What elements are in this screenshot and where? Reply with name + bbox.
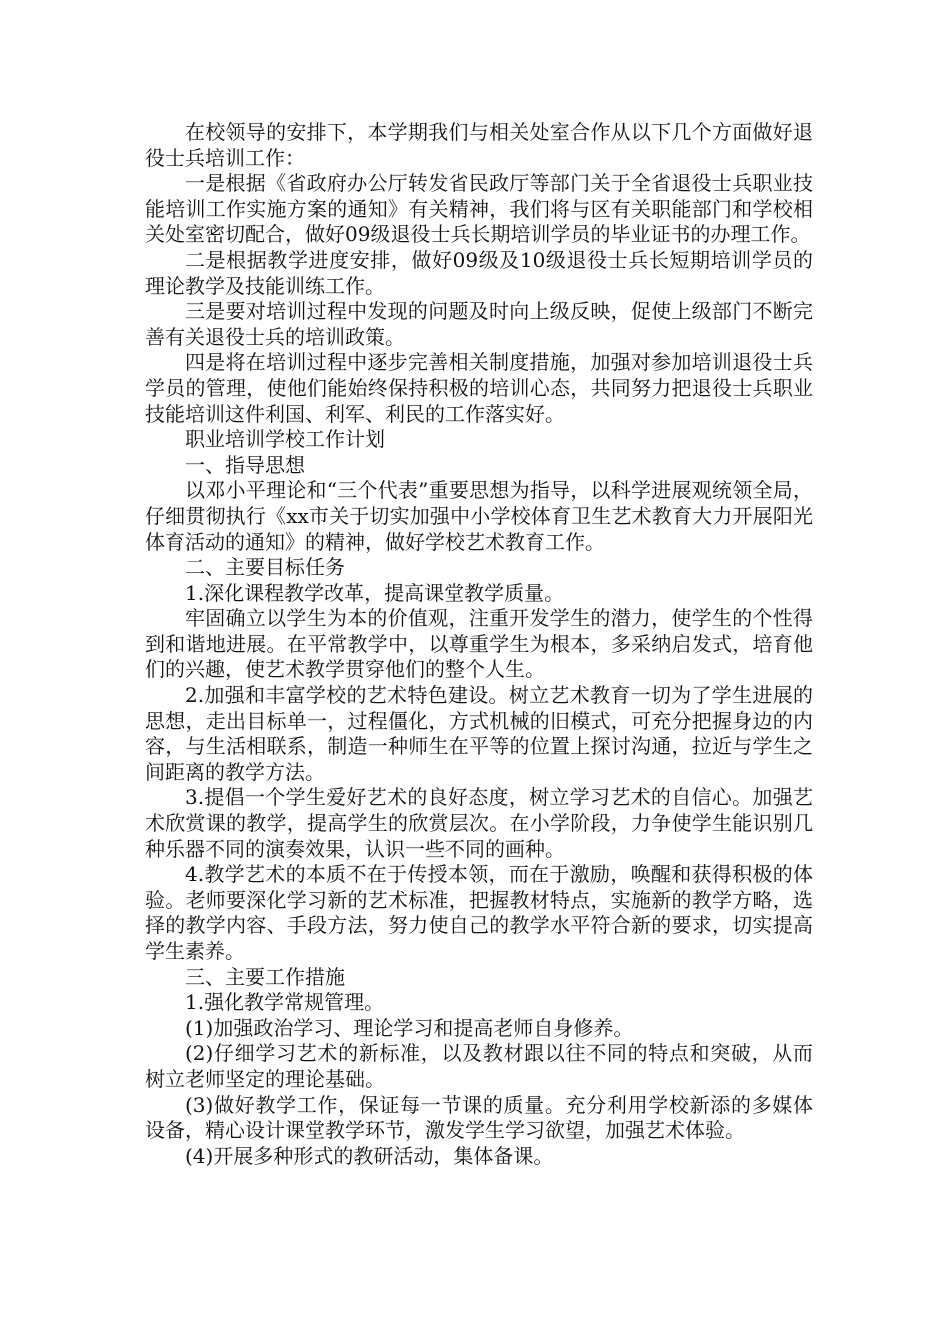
- paragraph-measure-1-2: (2)仔细学习艺术的新标准，以及教材跟以往不同的特点和突破，从而树立老师坚定的理论基础。: [145, 1041, 813, 1091]
- paragraph-goal-3: 3.提倡一个学生爱好艺术的良好态度，树立学习艺术的自信心。加强艺术欣赏课的教学，提高学生的欣赏层次。在小学阶段，力争使学生能识别几种乐器不同的演奏效果，认识一些不同的画种。: [145, 785, 813, 861]
- heading-guiding-thought: 一、指导思想: [185, 452, 305, 477]
- section-title: 职业培训学校工作计划: [185, 427, 385, 452]
- heading-main-goals: 二、主要目标任务: [185, 555, 345, 580]
- paragraph-guiding-thought: 以邓小平理论和“三个代表”重要思想为指导，以科学进展观统领全局，仔细贯彻执行《xx市关于切实加强中小学校体育卫生艺术教育大力开展阳光体育活动的通知》的精神，做好学校艺术教育工作。: [145, 478, 813, 554]
- paragraph-goal-1: 牢固确立以学生为本的价值观，注重开发学生的潜力，使学生的个性得到和谐地进展。在平常教学中，以尊重学生为根本，多采纳启发式，培育他们的兴趣，使艺术教学贯穿他们的整个人生。: [145, 606, 813, 682]
- paragraph-item-3: 三是要对培训过程中发现的问题及时向上级反映，促使上级部门不断完善有关退役士兵的培训政策。: [145, 299, 813, 349]
- paragraph-measure-1-3: (3)做好教学工作，保证每一节课的质量。充分利用学校新添的多媒体设备，精心设计课堂教学环节，激发学生学习欲望，加强艺术体验。: [145, 1092, 813, 1143]
- paragraph-item-1: 一是根据《省政府办公厅转发省民政厅等部门关于全省退役士兵职业技能培训工作实施方案的通知》有关精神，我们将与区有关职能部门和学校相关处室密切配合，做好09级退役士兵长期培训学员的毕业证书的办理工作。: [145, 171, 813, 247]
- paragraph-goal-4: 4.教学艺术的本质不在于传授本领，而在于激励，唤醒和获得积极的体验。老师要深化学习新的艺术标准，把握教材特点，实施新的教学方略，选择的教学内容、手段方法，努力使自己的教学水平符合新的要求，切实提高学生素养。: [145, 862, 813, 963]
- paragraph-intro: 在校领导的安排下，本学期我们与相关处室合作从以下几个方面做好退役士兵培训工作：: [145, 120, 813, 170]
- subheading-goal-1: 1.深化课程教学改革，提高课堂教学质量。: [185, 580, 565, 605]
- subheading-measure-1: 1.强化教学常规管理。: [185, 990, 385, 1015]
- paragraph-measure-1-1: (1)加强政治学习、理论学习和提高老师自身修养。: [185, 1015, 634, 1040]
- document-body: [145, 120, 813, 1169]
- paragraph-goal-2: 2.加强和丰富学校的艺术特色建设。树立艺术教育一切为了学生进展的思想，走出目标单一，过程僵化，方式机械的旧模式，可充分把握身边的内容，与生活相联系，制造一种师生在平等的位置上探讨沟通，拉近与学生之间距离的教学方法。: [145, 683, 813, 784]
- paragraph-measure-1-4: (4)开展多种形式的教研活动，集体备课。: [185, 1143, 554, 1168]
- paragraph-item-4: 四是将在培训过程中逐步完善相关制度措施，加强对参加培训退役士兵学员的管理，使他们能始终保持积极的培训心态，共同努力把退役士兵职业技能培训这件利国、利军、利民的工作落实好。: [145, 350, 813, 426]
- heading-main-measures: 三、主要工作措施: [185, 964, 345, 989]
- paragraph-item-2: 二是根据教学进度安排，做好09级及10级退役士兵长短期培训学员的理论教学及技能训练工作。: [145, 247, 813, 298]
